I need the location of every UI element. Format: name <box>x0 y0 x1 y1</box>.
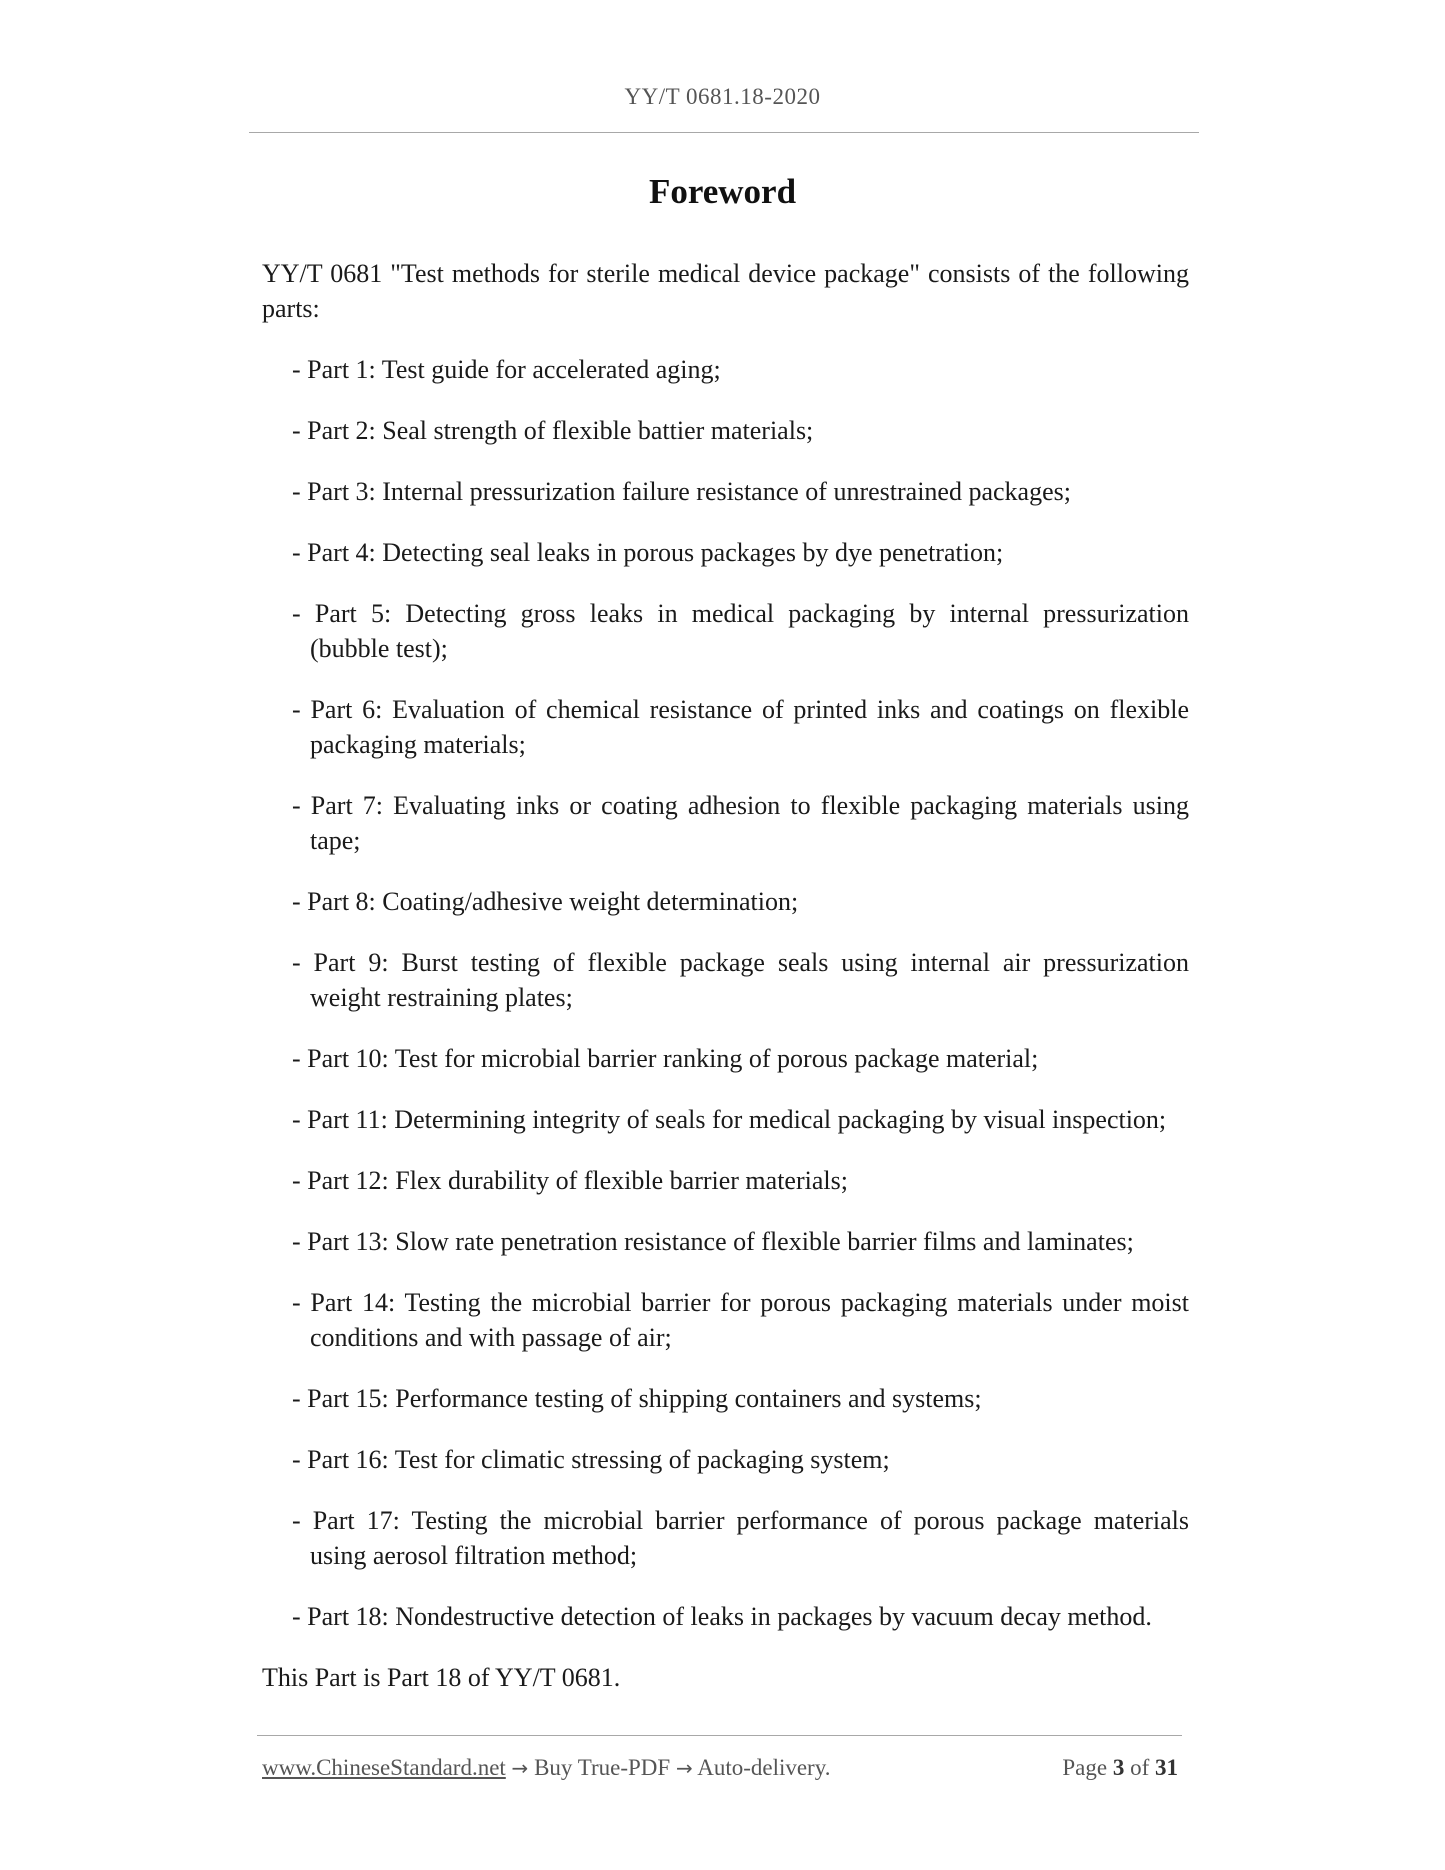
part-item: - Part 13: Slow rate penetration resistance of flexible barrier films and laminates; <box>292 1227 1134 1256</box>
buy-text: Buy True-PDF <box>534 1755 671 1780</box>
part-item: - Part 16: Test for climatic stressing of packaging system; <box>292 1445 890 1474</box>
part-item: - Part 9: Burst testing of flexible package seals using internal air pressurization weight restraining plates; <box>292 948 1189 1012</box>
part-item: - Part 12: Flex durability of flexible barrier materials; <box>292 1166 848 1195</box>
page-title: Foreword <box>648 172 797 211</box>
right-arrow-icon: → <box>675 1756 693 1780</box>
part-item: - Part 18: Nondestructive detection of leaks in packages by vacuum decay method. <box>292 1602 1152 1631</box>
part-item: - Part 10: Test for microbial barrier ranking of porous package material; <box>292 1044 1039 1073</box>
page-label: Page <box>1062 1755 1108 1780</box>
part-item: - Part 6: Evaluation of chemical resistance of printed inks and coatings on flexible packaging materials; <box>292 695 1189 759</box>
part-item: - Part 11: Determining integrity of seals for medical packaging by visual inspection; <box>292 1105 1167 1134</box>
part-item: - Part 2: Seal strength of flexible battier materials; <box>292 416 814 445</box>
part-item: - Part 14: Testing the microbial barrier for porous packaging materials under moist conditions and with passage of air; <box>292 1288 1189 1352</box>
header-divider <box>249 132 1199 133</box>
closing-paragraph: This Part is Part 18 of YY/T 0681. <box>262 1663 621 1692</box>
parts-list <box>262 352 1189 1634</box>
part-item: - Part 7: Evaluating inks or coating adhesion to flexible packaging materials using tape; <box>292 791 1189 855</box>
right-arrow-icon: → <box>511 1756 529 1780</box>
part-item: - Part 15: Performance testing of shipping containers and systems; <box>292 1384 982 1413</box>
part-item: - Part 8: Coating/adhesive weight determination; <box>292 887 799 916</box>
intro-paragraph: YY/T 0681 "Test methods for sterile medical device package" consists of the following parts: <box>262 259 1189 323</box>
site-link[interactable]: www.ChineseStandard.net <box>262 1755 506 1780</box>
document-body <box>262 256 1189 1695</box>
delivery-text: Auto-delivery. <box>697 1755 831 1780</box>
part-item: - Part 4: Detecting seal leaks in porous packages by dye penetration; <box>292 538 1004 567</box>
page-header: YY/T 0681.18-2020 <box>624 84 821 109</box>
part-item: - Part 5: Detecting gross leaks in medical packaging by internal pressurization (bubble test); <box>292 599 1189 663</box>
current-page-number: 3 <box>1112 1755 1125 1780</box>
page-indicator <box>1062 1755 1178 1781</box>
part-item: - Part 3: Internal pressurization failure resistance of unrestrained packages; <box>292 477 1071 506</box>
total-pages-number: 31 <box>1155 1755 1178 1780</box>
footer-left <box>262 1755 830 1781</box>
part-item: - Part 17: Testing the microbial barrier performance of porous package materials using aerosol filtration method; <box>292 1506 1189 1570</box>
of-label: of <box>1130 1755 1150 1780</box>
part-item: - Part 1: Test guide for accelerated aging; <box>292 355 721 384</box>
footer-divider <box>257 1735 1182 1736</box>
